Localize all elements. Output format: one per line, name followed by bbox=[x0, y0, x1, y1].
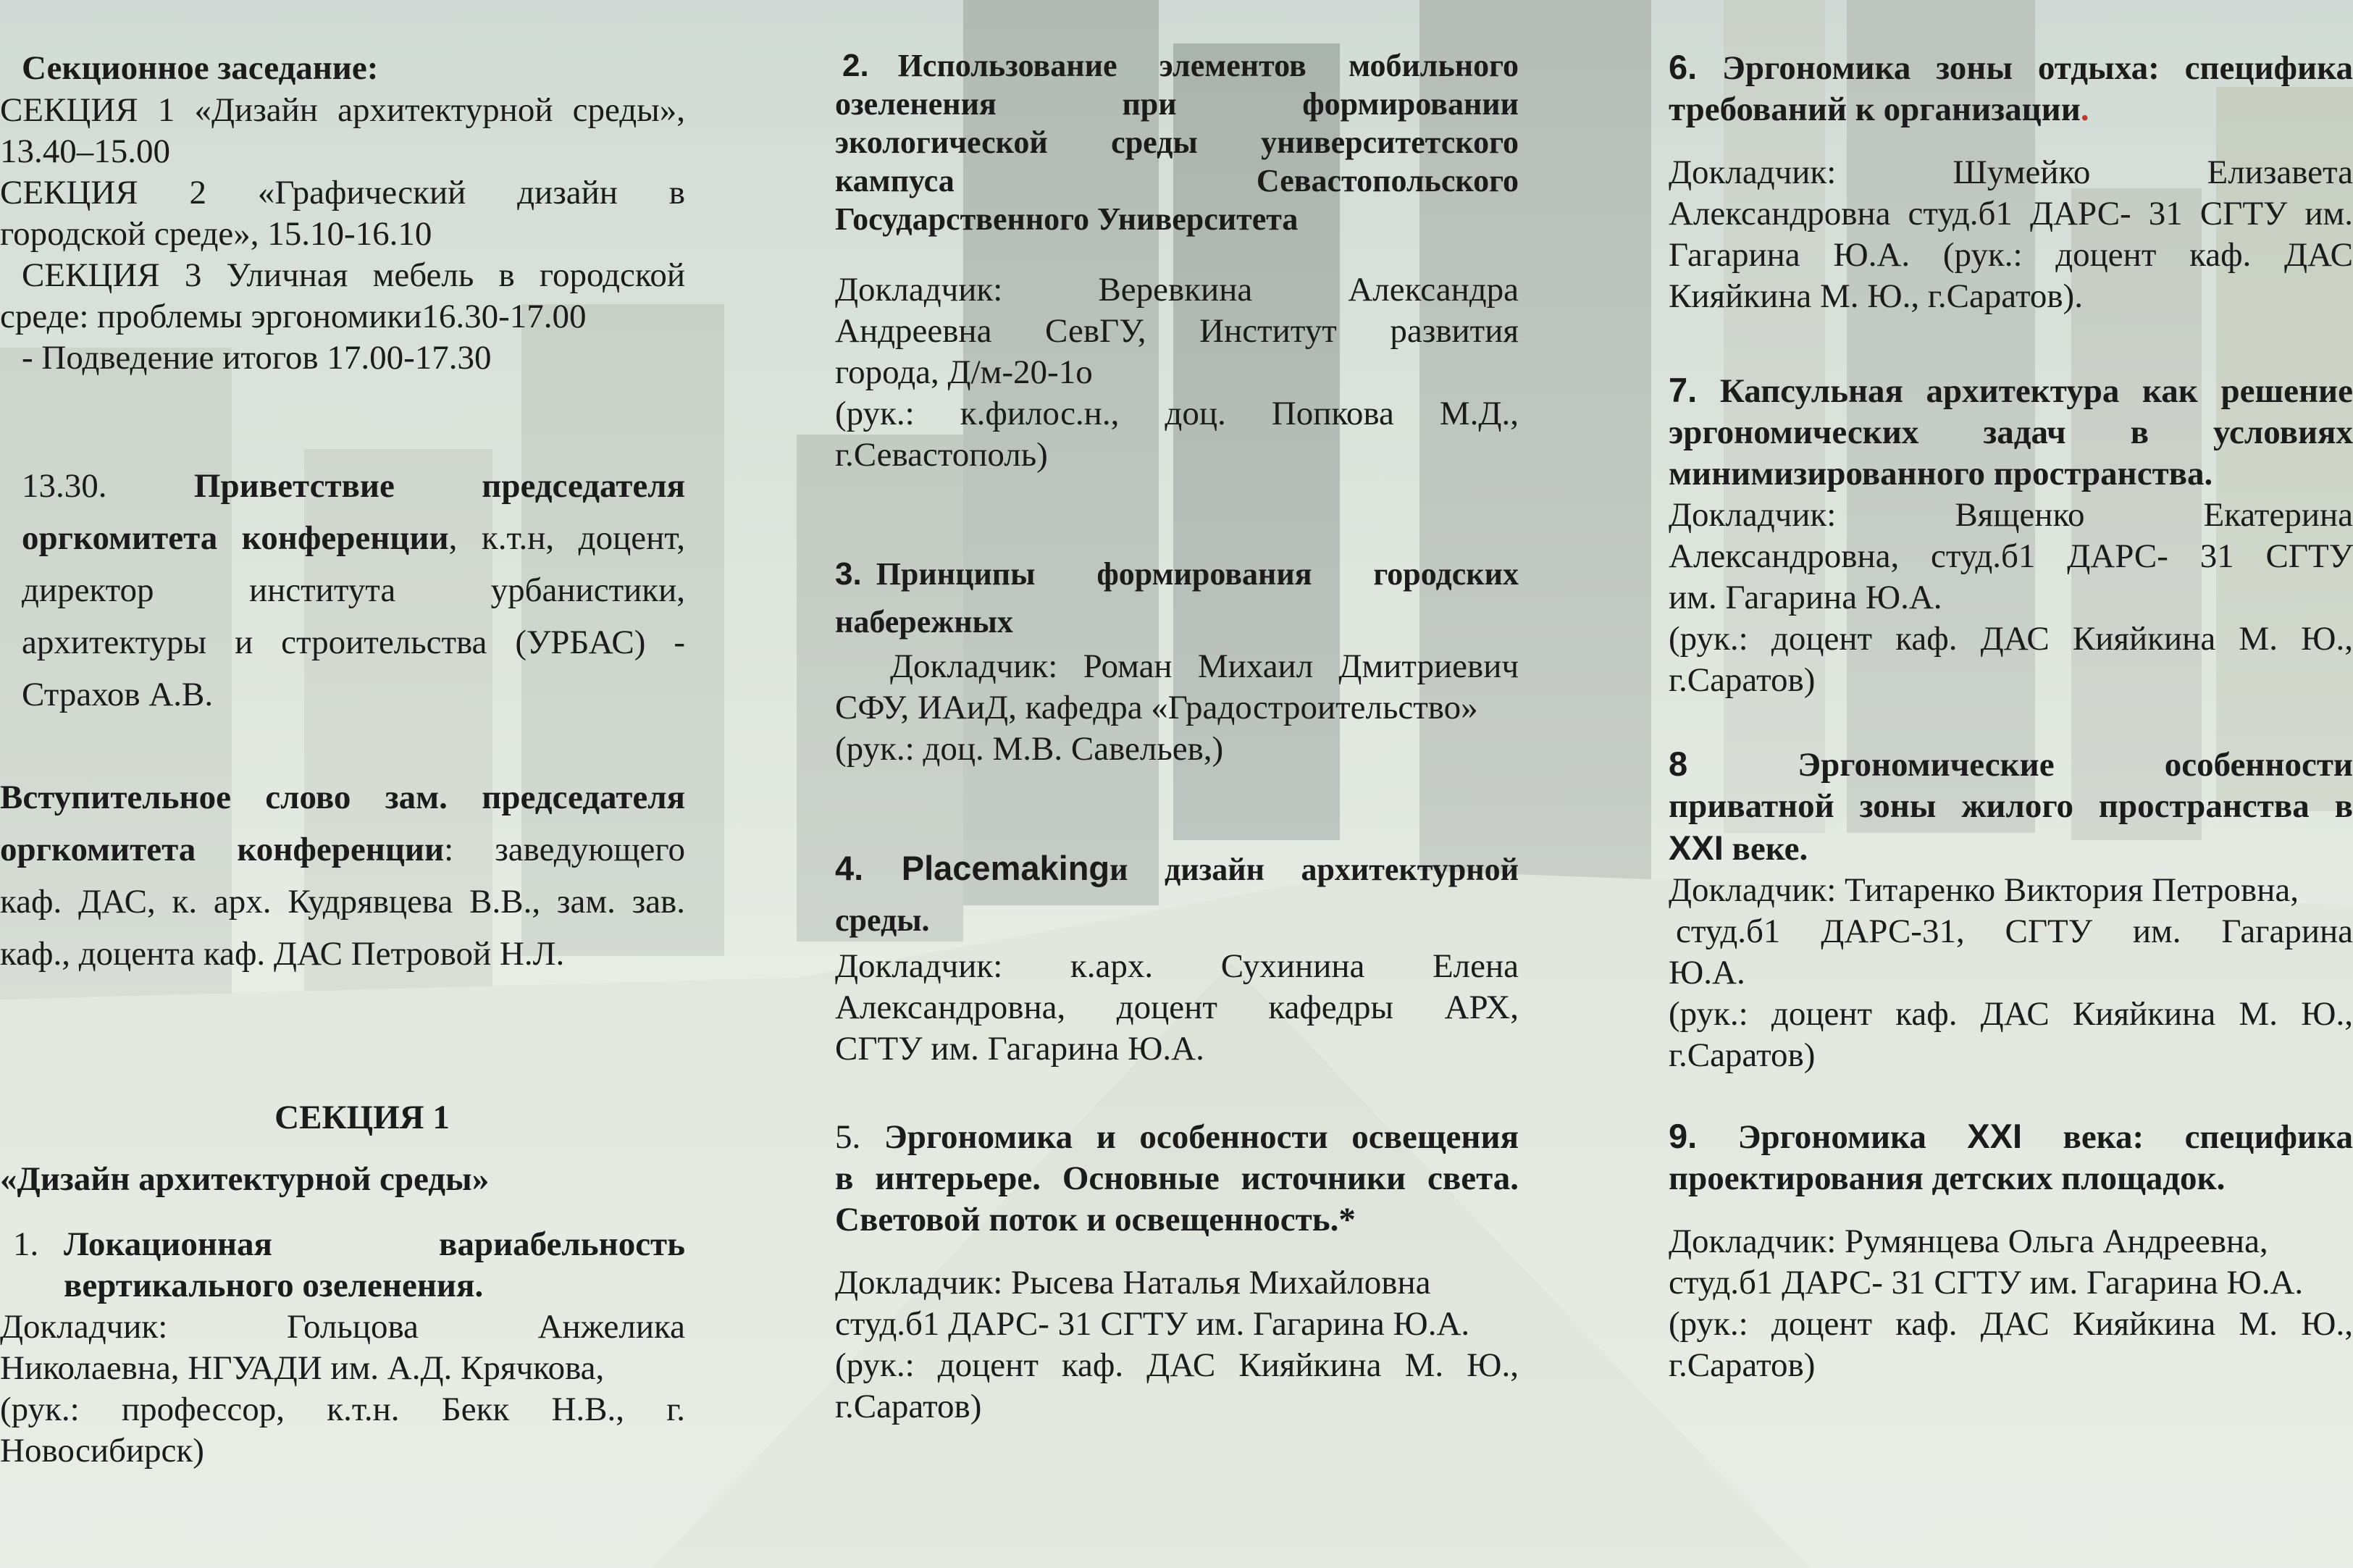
intro-title: Вступительное слово зам. председателя bbox=[0, 779, 685, 816]
item-line: г.Саратов) bbox=[1669, 661, 1816, 699]
item-line: Докладчик: к.арх. Сухинина Елена bbox=[835, 947, 1519, 985]
item-line: студ.б1 ДАРС- 31 СГТУ им. Гагарина Ю.А. bbox=[835, 1305, 1470, 1343]
welcome-line: архитектуры и строительства (УРБАС) - bbox=[22, 624, 685, 661]
item-line: г.Севастополь) bbox=[835, 436, 1048, 474]
welcome-block bbox=[22, 460, 685, 721]
item-line: (рук.: доц. М.В. Савельев,) bbox=[835, 730, 1224, 768]
item-title-line: кампуса Севастопольского bbox=[835, 163, 1519, 198]
report-item-9 bbox=[1669, 1115, 2353, 1386]
item-line: Докладчик: Шумейко Елизавета bbox=[1669, 154, 2353, 191]
report-item-2-details bbox=[835, 269, 1519, 476]
welcome-title-2: оргкомитета конференции bbox=[22, 519, 449, 557]
welcome-line: директор института урбанистики, bbox=[22, 571, 685, 609]
intro-block bbox=[0, 771, 685, 980]
item-number: 6. bbox=[1669, 48, 1698, 86]
welcome-time: 13.30. bbox=[22, 467, 107, 505]
schedule-line: городской среде», 15.10-16.10 bbox=[0, 215, 432, 253]
item-line: Александровна, доцент кафедры АРХ, bbox=[835, 989, 1519, 1026]
item-title: Эргономика зоны отдыха: специфика bbox=[1722, 49, 2353, 87]
schedule-line: СЕКЦИЯ 2 «Графический дизайн в bbox=[0, 174, 685, 211]
intro-line: каф. ДАС, к. арх. Кудрявцева В.В., зам. зав. bbox=[0, 883, 685, 921]
schedule-line: 13.40–15.00 bbox=[0, 133, 170, 170]
item-title: Капсульная архитектура как решение bbox=[1719, 372, 2353, 410]
item-title: Использование элементов мобильного bbox=[897, 48, 1519, 83]
schedule-line: - Подведение итогов 17.00-17.30 bbox=[22, 339, 492, 377]
item-line: Докладчик: Роман Михаил Дмитриевич bbox=[890, 647, 1519, 685]
item-line: (рук.: доцент каф. ДАС Кияйкина М. Ю., bbox=[835, 1346, 1519, 1384]
item-line: города, Д/м-20-1о bbox=[835, 353, 1093, 391]
item-number: 9. bbox=[1669, 1117, 1698, 1155]
item-title: Эргономические особенности bbox=[1798, 746, 2353, 784]
item-number: 8 bbox=[1669, 745, 1688, 783]
intro-rest: : заведующего bbox=[444, 831, 685, 868]
item-title-2: вертикального озеленения. bbox=[64, 1267, 484, 1304]
report-item-8 bbox=[1669, 743, 2353, 1076]
item-title-3: Световой поток и освещенность.* bbox=[835, 1201, 1356, 1238]
report-item-4 bbox=[835, 843, 1519, 1070]
item-title-line: озеленения при формировании bbox=[835, 86, 1519, 122]
item-number: 1. bbox=[13, 1225, 39, 1263]
item-line: Докладчик: Гольцова Анжелика bbox=[0, 1308, 685, 1346]
century-label: XXI bbox=[1967, 1117, 2023, 1155]
welcome-title: Приветствие председателя bbox=[193, 467, 686, 505]
item-number: 3. bbox=[835, 556, 862, 592]
item-title-2: набережных bbox=[835, 604, 1013, 640]
item-line: Докладчик: Титаренко Виктория Петровна, bbox=[1669, 871, 2299, 909]
item-title-2: среды. bbox=[835, 902, 930, 938]
item-line: СГТУ им. Гагарина Ю.А. bbox=[835, 1030, 1204, 1068]
report-item-3 bbox=[835, 550, 1519, 770]
item-line: Новосибирск) bbox=[0, 1432, 204, 1470]
item-line: Гагарина Ю.А. (рук.: доцент каф. ДАС bbox=[1669, 236, 2353, 274]
report-item-1 bbox=[0, 1224, 685, 1472]
report-item-7 bbox=[1669, 369, 2353, 701]
item-line: Кияйкина М. Ю., г.Саратов). bbox=[1669, 277, 2083, 315]
item-title: Принципы формирования городских bbox=[876, 556, 1519, 592]
item-title-b: века: специфика bbox=[2063, 1118, 2353, 1156]
item-line: Александровна, студ.б1 ДАРС- 31 СГТУ bbox=[1669, 537, 2353, 575]
item-title-3: минимизированного пространства. bbox=[1669, 455, 2213, 492]
schedule-block bbox=[0, 90, 685, 379]
item-line: Докладчик: Вященко Екатерина bbox=[1669, 496, 2353, 534]
report-item-6 bbox=[1669, 46, 2353, 317]
section1-subtitle: «Дизайн архитектурной среды» bbox=[0, 1160, 490, 1198]
item-line: (рук.: к.филос.н., доц. Попкова М.Д., bbox=[835, 395, 1519, 432]
welcome-line: Страхов А.В. bbox=[22, 676, 214, 713]
schedule-line: СЕКЦИЯ 1 «Дизайн архитектурной среды», bbox=[0, 91, 685, 129]
item-title: Локационная вариабельность bbox=[64, 1225, 685, 1263]
item-line: г.Саратов) bbox=[835, 1388, 982, 1425]
report-item-5 bbox=[835, 1117, 1519, 1427]
item-line: (рук.: доцент каф. ДАС Кияйкина М. Ю., bbox=[1669, 620, 2353, 658]
schedule-line: среде: проблемы эргономики16.30-17.00 bbox=[0, 298, 587, 335]
item-line: студ.б1 ДАРС- 31 СГТУ им. Гагарина Ю.А. bbox=[1669, 1264, 2304, 1301]
century-label: XXI bbox=[1669, 829, 1724, 867]
item-number: 2. bbox=[842, 48, 869, 83]
item-title-2: в интерьере. Основные источники света. bbox=[835, 1160, 1519, 1197]
item-title-2: требований к организации bbox=[1669, 91, 2081, 128]
welcome-rest: , к.т.н, доцент, bbox=[448, 519, 686, 557]
item-line: Докладчик: Рысева Наталья Михайловна bbox=[835, 1264, 1431, 1301]
item-title: Эргономика bbox=[1737, 1118, 1926, 1156]
item-line: Докладчик: Румянцева Ольга Андреевна, bbox=[1669, 1223, 2268, 1260]
item-line: Ю.А. bbox=[1669, 954, 1745, 991]
item-title-line: экологической среды университетского bbox=[835, 125, 1519, 160]
item-line: г.Саратов) bbox=[1669, 1036, 1816, 1074]
item-number: 5. bbox=[835, 1118, 861, 1156]
item-title-line: Государственного Университета bbox=[835, 201, 1299, 237]
section1-title: СЕКЦИЯ 1 bbox=[274, 1099, 450, 1136]
item-line: (рук.: доцент каф. ДАС Кияйкина М. Ю., bbox=[1669, 1305, 2353, 1343]
item-title: Эргономика и особенности освещения bbox=[884, 1118, 1519, 1156]
intro-title-2: оргкомитета конференции bbox=[0, 831, 445, 868]
item-number: 4. Placemaking bbox=[835, 849, 1110, 887]
item-line: (рук.: профессор, к.т.н. Бекк Н.В., г. bbox=[0, 1391, 685, 1428]
item-line: г.Саратов) bbox=[1669, 1346, 1816, 1384]
item-title: и дизайн архитектурной bbox=[1110, 852, 1519, 887]
item-line: СФУ, ИАиД, кафедра «Градостроительство» bbox=[835, 689, 1478, 726]
item-line: им. Гагарина Ю.А. bbox=[1669, 579, 1942, 616]
item-title-2: проектирования детских площадок. bbox=[1669, 1160, 2226, 1197]
item-line: студ.б1 ДАРС-31, СГТУ им. Гагарина bbox=[1676, 913, 2353, 950]
title-dot: . bbox=[2080, 91, 2089, 128]
item-line: Николаевна, НГУАДИ им. А.Д. Крячкова, bbox=[0, 1349, 605, 1387]
item-line: Александровна студ.б1 ДАРС- 31 СГТУ им. bbox=[1669, 195, 2353, 232]
intro-line: каф., доцента каф. ДАС Петровой Н.Л. bbox=[0, 935, 565, 973]
item-title-2: эргономических задач в условиях bbox=[1669, 414, 2353, 451]
item-line: (рук.: доцент каф. ДАС Кияйкина М. Ю., bbox=[1669, 995, 2353, 1033]
item-title-2: приватной зоны жилого пространства в bbox=[1669, 787, 2353, 825]
item-line: Докладчик: Веревкина Александра bbox=[835, 271, 1519, 309]
item-title-3: веке. bbox=[1723, 830, 1808, 868]
item-number: 7. bbox=[1669, 371, 1698, 409]
item-line: Андреевна СевГУ, Институт развития bbox=[835, 312, 1519, 350]
sessions-heading: Секционное заседание: bbox=[22, 49, 379, 87]
schedule-line: СЕКЦИЯ 3 Уличная мебель в городской bbox=[22, 256, 685, 294]
report-item-2 bbox=[835, 46, 1519, 238]
